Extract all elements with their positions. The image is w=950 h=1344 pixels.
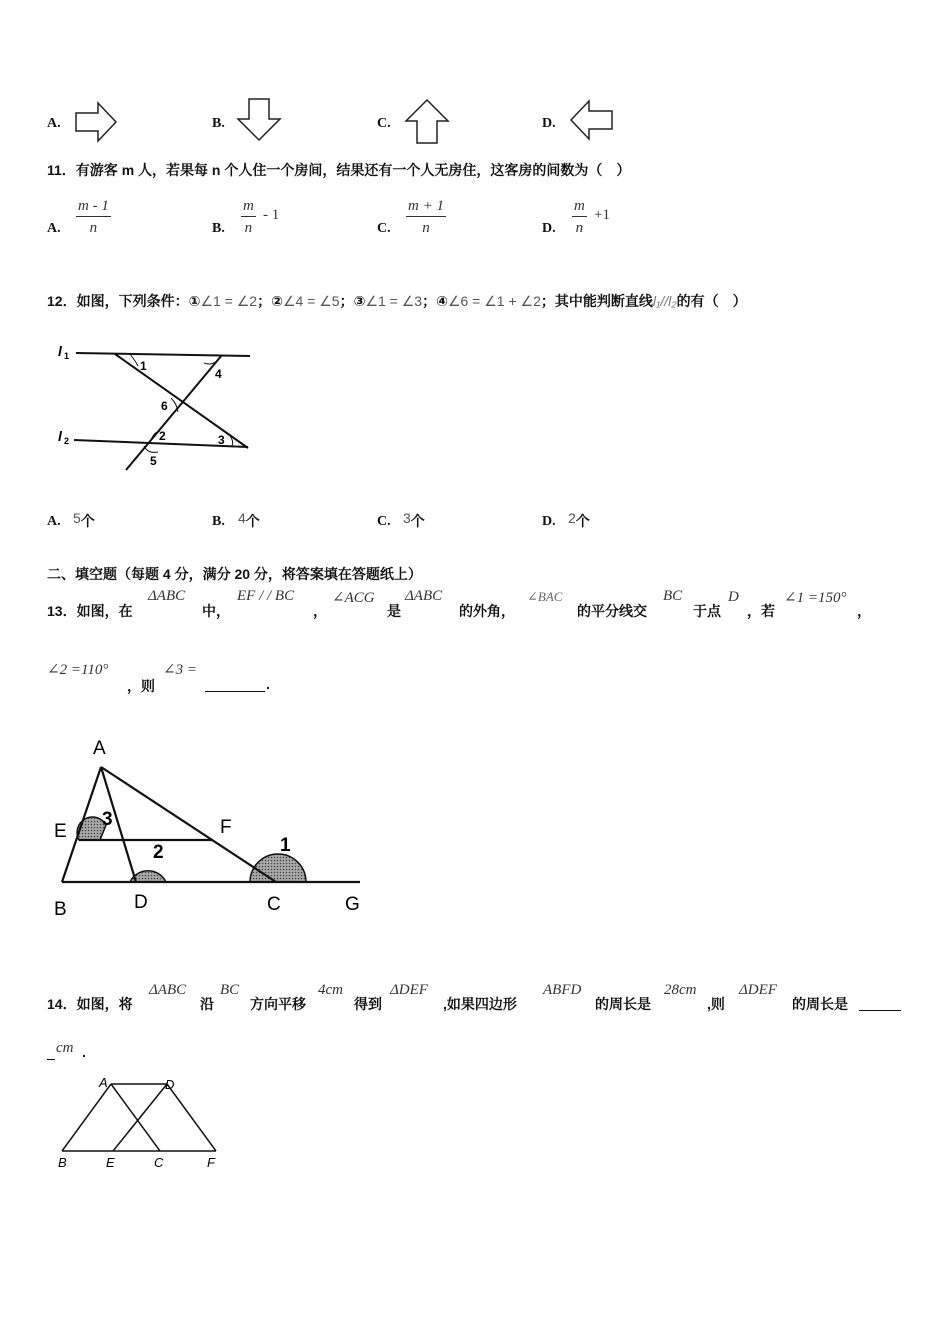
point-e-label: E <box>54 821 67 842</box>
angle-2-label: 2 <box>159 429 166 443</box>
arrow-up-icon <box>403 98 451 146</box>
q13-stem-line1: 13．如图，在 ΔABC 中， EF / / BC ， ∠ACG 是 ΔABC 的外角， ∠BAC 的平分线交 BC 于点 D ，若 ∠1 =150° ， <box>47 588 871 619</box>
point-f-label: F <box>207 1155 215 1170</box>
line-l2-subscript: 2 <box>64 436 70 446</box>
q11-option-d-tail: +1 <box>594 207 610 223</box>
point-b-label: B <box>54 899 67 920</box>
q12-option-c-label: C. <box>377 514 391 529</box>
q11-option-b-label: B. <box>212 221 225 236</box>
point-f-label: F <box>220 817 232 838</box>
q14-stem-line1: 14．如图，将 ΔABC 沿 BC 方向平移 4cm 得到 ΔDEF ,如果四边形 ABFD 的周长是 28cm ,则 ΔDEF 的周长是 <box>47 982 927 1016</box>
q11-option-b-fraction: $\frac{m}{n}$ <box>243 198 254 236</box>
angle-4-label: 4 <box>215 367 222 381</box>
angle-2-label: 2 <box>153 842 164 863</box>
q11-option-c-fraction: $\frac{m + 1}{n}$ <box>408 198 444 236</box>
q14-stem-line2: cm . <box>47 1040 167 1070</box>
arrow-right-icon <box>74 100 120 144</box>
q12-figure <box>52 336 262 476</box>
arrow-down-icon <box>235 97 283 143</box>
q11-option-d-label: D. <box>542 221 556 236</box>
line-l1-label: l <box>58 343 62 359</box>
q12-option-c: 3个 <box>403 510 425 529</box>
section-2-title: 二、填空题（每题 4 分，满分 20 分，将答案填在答题纸上） <box>47 566 422 582</box>
point-a-label: A <box>93 738 106 759</box>
q10-option-a-label: A. <box>47 116 61 131</box>
q12-option-b-label: B. <box>212 514 225 529</box>
q12-option-a: 5个 <box>73 510 95 529</box>
arrow-left-icon <box>568 98 616 144</box>
point-a-label: A <box>99 1075 108 1090</box>
angle-3-label: 3 <box>102 809 113 830</box>
point-d-label: D <box>134 892 148 913</box>
q11-stem: 11．有游客 m 人，若果每 n 个人住一个房间，结果还有一个人无房住，这客房的间数为（ ） <box>47 162 631 178</box>
line-l1-subscript: 1 <box>64 351 70 361</box>
q11-option-a-fraction: $\frac{m - 1}{n}$ <box>78 198 109 236</box>
q10-option-b-label: B. <box>212 116 225 131</box>
point-e-label: E <box>106 1155 115 1170</box>
angle-3-label: 3 <box>218 433 225 447</box>
point-b-label: B <box>58 1155 67 1170</box>
q12-option-d: 2个 <box>568 510 590 529</box>
q14-answer-blank-tail[interactable] <box>47 1045 55 1060</box>
angle-6-label: 6 <box>161 399 168 413</box>
line-l2-label: l <box>58 428 62 444</box>
angle-5-label: 5 <box>150 454 157 468</box>
angle-1-label: 1 <box>140 359 147 373</box>
q10-option-c-label: C. <box>377 116 391 131</box>
q12-stem: 12．如图，下列条件：①∠1 = ∠2；②∠4 = ∠5；③∠1 = ∠3；④∠6 = ∠1 + ∠2；其中能判断直线l₁//l₂的有（ ） <box>47 293 747 309</box>
q11-option-a-label: A. <box>47 221 61 236</box>
q12-option-a-label: A. <box>47 514 61 529</box>
q11-option-b-tail: - 1 <box>263 207 280 223</box>
q12-option-d-label: D. <box>542 514 556 529</box>
q13-answer-blank[interactable] <box>205 674 265 692</box>
q11-option-c-label: C. <box>377 221 391 236</box>
angle-1-label: 1 <box>280 835 291 856</box>
q13-stem-line2: ∠2 =110° ，则 ∠3 = . <box>47 662 270 694</box>
q11-option-d-fraction: $\frac{m}{n}$ <box>574 198 585 236</box>
q14-figure <box>55 1073 235 1173</box>
q10-option-d-label: D. <box>542 116 556 131</box>
q14-answer-blank[interactable] <box>859 993 901 1011</box>
q12-option-b: 4个 <box>238 510 260 529</box>
point-d-label: D <box>165 1077 175 1092</box>
point-c-label: C <box>154 1155 164 1170</box>
point-c-label: C <box>267 894 281 915</box>
q13-figure <box>48 730 368 920</box>
point-g-label: G <box>345 894 360 915</box>
